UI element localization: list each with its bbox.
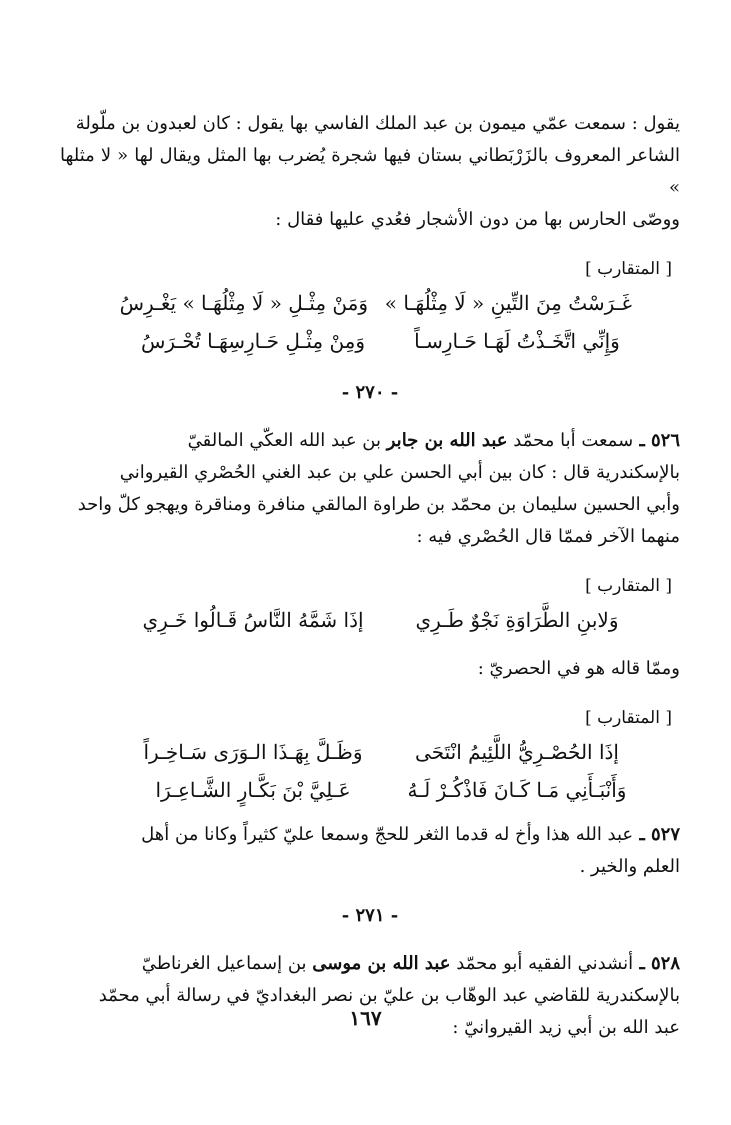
- verse-line: [60, 733, 680, 771]
- paragraph-line: الشاعر المعروف بالزَرْبَطاني بستان فيها شجرة يُضرب بها المثل ويقال لها « لا مثلها »: [60, 145, 680, 198]
- poem-block: [60, 284, 680, 360]
- verse-first-hemistich: وَأَنْبَـأَنِي مَـا كَـانَ فَاذْكُـرْ لَـهُ: [407, 778, 627, 802]
- verse-second-hemistich: إذَا شَمَّهُ النَّاسُ قَـالُوا خَـرِي: [142, 608, 364, 632]
- verse-first-hemistich: إذَا الحُصْـرِيُّ اللَّئِيمُ انْتَحَى: [415, 740, 619, 764]
- verse-line: [60, 322, 680, 360]
- paragraph-line: وممّا قاله هو في الحصريّ :: [477, 658, 680, 679]
- paragraph-intro: [60, 108, 680, 236]
- verse-second-hemistich: وَمَنْ مِثْـلِ « لَا مِثْلُهَـا » يَغْـرِسُ: [119, 291, 368, 315]
- verse-second-hemistich: عَـلِيَّ بْنَ بَكَّـارٍ الشَّـاعِـرَا: [155, 778, 351, 802]
- manuscript-page-marker: - ٢٧٠ -: [341, 382, 399, 403]
- meter-label: [ المتقارب ]: [585, 259, 672, 279]
- entry-name: عبد الله بن جابر: [386, 430, 508, 451]
- paragraph-line: وأبي الحسين سليمان بن محمّد بن طراوة المالقي منافرة ومناقرة ويهجو كلّ واحد: [77, 494, 680, 515]
- entry-527: [60, 819, 680, 883]
- entry-number: ٥٢٦: [650, 430, 680, 451]
- verse-first-hemistich: غَـرَسْتُ مِنَ التِّينِ « لَا مِثْلُهَـا »: [384, 291, 632, 315]
- verse-first-hemistich: وَلابنِ الطَّرَاوَةِ نَجْوٌ طَـرِي: [415, 608, 619, 632]
- poem-block: [60, 733, 680, 809]
- poem-block: [60, 601, 680, 639]
- meter-label: [ المتقارب ]: [585, 576, 672, 596]
- paragraph-line: بالإسكندرية قال : كان بين أبي الحسن علي بن عبد الغني الحُصْري القيرواني: [119, 462, 680, 483]
- entry-526: [60, 425, 680, 553]
- paragraph-line: العلم والخير .: [579, 856, 680, 877]
- verse-second-hemistich: وَمِنْ مِثْـلِ حَـارِسِهَـا تُحْـرَسُ: [140, 329, 366, 353]
- verse-second-hemistich: وَظَـلَّ بِهَـذَا الـوَرَى سَـاخِـراً: [143, 740, 363, 764]
- entry-intro: سمعت أبا محمّد: [513, 430, 634, 451]
- paragraph-line: منهما الآخر فممّا قال الحُصْري فيه :: [416, 526, 680, 547]
- entry-name: عبد الله بن موسى: [312, 953, 451, 974]
- verse-line: [60, 284, 680, 322]
- meter-label: [ المتقارب ]: [585, 708, 672, 728]
- verse-line: [60, 771, 680, 809]
- page-number: ١٦٧: [349, 1006, 382, 1030]
- entry-dash: ـ: [633, 953, 651, 974]
- entry-number: ٥٢٧: [650, 824, 680, 845]
- entry-intro: أنشدني الفقيه أبو محمّد: [456, 953, 634, 974]
- entry-dash: ـ: [633, 824, 651, 845]
- paragraph-line: بالإسكندرية للقاضي عبد الوهّاب بن عليّ بن نصر البغداديّ في رسالة أبي محمّد: [98, 985, 680, 1006]
- verse-first-hemistich: وَإِنِّي اتَّخَـذْتُ لَهَـا حَـارِسـاً: [414, 329, 620, 353]
- manuscript-page-marker: - ٢٧١ -: [341, 905, 399, 926]
- entry-number: ٥٢٨: [650, 953, 680, 974]
- page-body: [60, 108, 680, 1044]
- paragraph-line: عبد الله هذا وأخ له قدما الثغر للحجّ وسمعا عليّ كثيراً وكانا من أهل: [141, 824, 634, 845]
- entry-rest: بن إسماعيل الغرناطيّ: [141, 953, 313, 974]
- entry-rest: بن عبد الله العكّي المالقيّ: [187, 430, 387, 451]
- entry-dash: ـ: [633, 430, 651, 451]
- verse-line: [60, 601, 680, 639]
- paragraph-line: يقول : سمعت عمّي ميمون بن عبد الملك الفاسي بها يقول : كان لعبدون بن ملّولة: [75, 113, 680, 134]
- paragraph-line: ووصّى الحارس بها من دون الأشجار فعُدي عليها فقال :: [275, 209, 680, 230]
- paragraph-line: عبد الله بن أبي زيد القيروانيّ :: [452, 1017, 680, 1038]
